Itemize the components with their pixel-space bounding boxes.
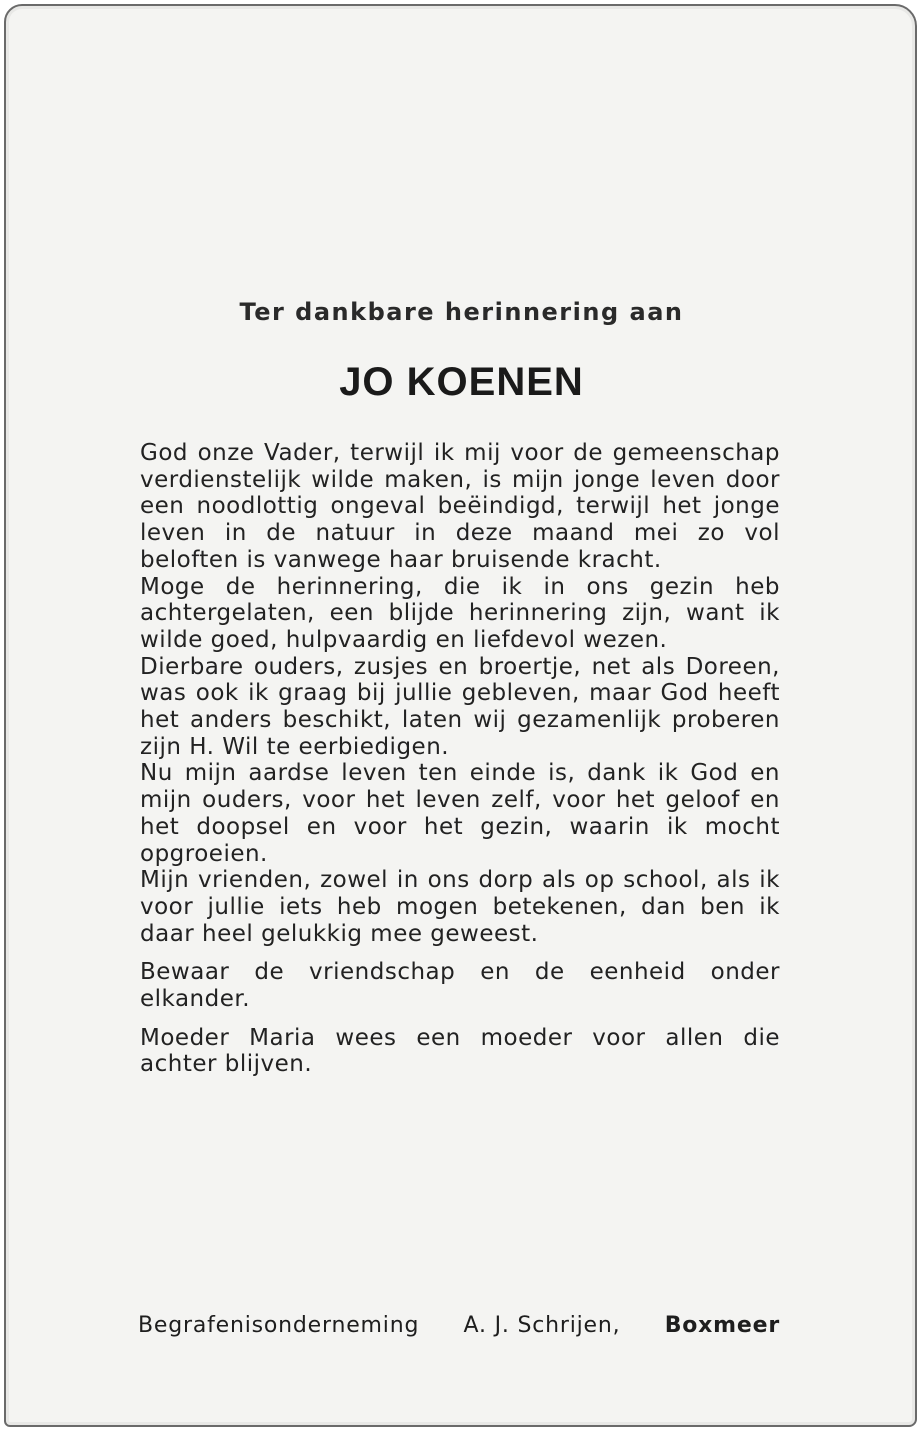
paragraph-memory: Moge de herinnering, die ik in ons gezin heb achtergelaten, een blijde herinnering zijn, want ik wilde goed, hulpvaardig en liefdevol wezen. [140,573,780,653]
paragraph-thanks: Nu mijn aardse leven ten einde is, dank ik God en mijn ouders, voor het leven zelf, voor het geloof en het doopsel en voor het gezin, waarin ik mocht opgroeien. [140,760,780,867]
funeral-home-footer [138,1313,780,1338]
dedication-line: Ter dankbare herinnering aan [239,298,684,326]
paragraph-prayer: God onze Vader, terwijl ik mij voor de gemeenschap verdienstelijk wilde maken, is mijn jonge leven door een noodlottig ongeval beëindigd, terwijl het jonge leven in de natuur in deze maand mei zo vol beloften is vanwege haar bruisende kracht. [140,440,780,573]
deceased-name: JO KOENEN [339,360,584,404]
memorial-text [140,440,780,1078]
paragraph-friends: Mijn vrienden, zowel in ons dorp als op school, als ik voor jullie iets heb mogen betekenen, dan ben ik daar heel gelukkig mee geweest. [140,867,780,947]
paragraph-parents: Dierbare ouders, zusjes en broertje, net als Doreen, was ook ik graag bij jullie gebleven, maar God heeft het anders beschikt, laten wij gezamenlijk proberen zijn H. Wil te eerbiedigen. [140,653,780,760]
funeral-home-label: Begrafenisonderneming [138,1313,420,1338]
funeral-home-place: Boxmeer [664,1313,780,1338]
funeral-director-name: A. J. Schrijen, [463,1313,621,1338]
paragraph-friendship: Bewaar de vriendschap en de eenheid onder elkander. [140,959,780,1013]
paragraph-maria: Moeder Maria wees een moeder voor allen die achter blijven. [140,1024,780,1078]
